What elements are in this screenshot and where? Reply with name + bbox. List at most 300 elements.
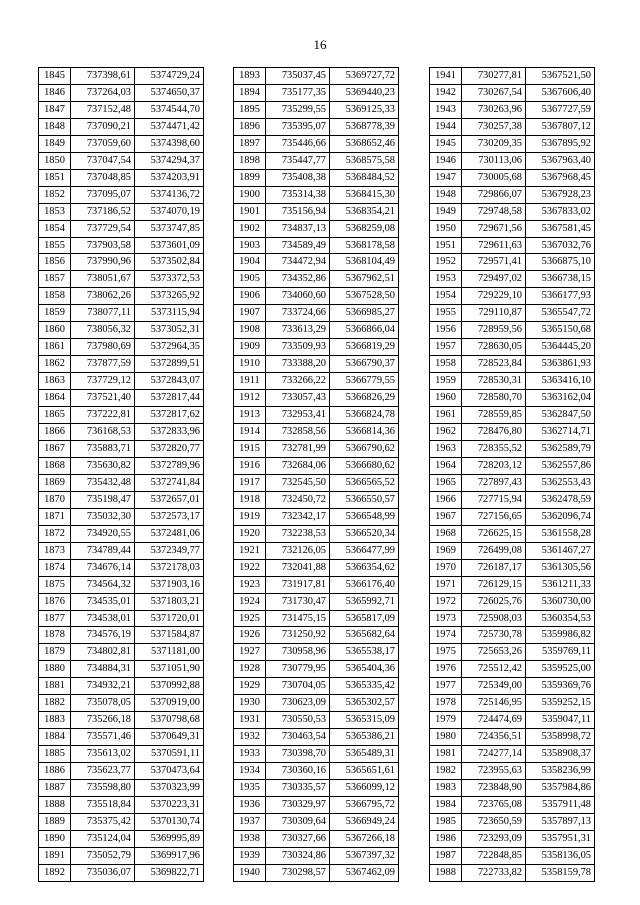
y-coordinate-cell: 5367928,23 <box>526 186 595 203</box>
x-coordinate-cell: 730113,06 <box>462 152 526 169</box>
table-row <box>39 237 204 254</box>
table-row <box>39 118 204 135</box>
x-coordinate-cell: 731250,92 <box>266 627 330 644</box>
table-row <box>234 763 399 780</box>
point-number-cell: 1945 <box>430 135 462 152</box>
x-coordinate-cell: 730779,95 <box>266 661 330 678</box>
y-coordinate-cell: 5372899,51 <box>135 356 204 373</box>
table-row <box>430 203 595 220</box>
x-coordinate-cell: 737152,48 <box>71 101 135 118</box>
y-coordinate-cell: 5371803,21 <box>135 593 204 610</box>
y-coordinate-cell: 5374203,91 <box>135 169 204 186</box>
x-coordinate-cell: 727156,65 <box>462 508 526 525</box>
point-number-cell: 1912 <box>234 390 266 407</box>
x-coordinate-cell: 735518,84 <box>71 796 135 813</box>
table-row <box>234 356 399 373</box>
point-number-cell: 1895 <box>234 101 266 118</box>
y-coordinate-cell: 5369995,89 <box>135 830 204 847</box>
table-row <box>234 203 399 220</box>
table-row <box>234 746 399 763</box>
table-row <box>234 661 399 678</box>
table-row <box>234 339 399 356</box>
x-coordinate-cell: 730704,05 <box>266 678 330 695</box>
point-number-cell: 1880 <box>39 661 71 678</box>
y-coordinate-cell: 5365335,42 <box>330 678 399 695</box>
y-coordinate-cell: 5370323,99 <box>135 780 204 797</box>
y-coordinate-cell: 5360354,53 <box>526 610 595 627</box>
y-coordinate-cell: 5369727,72 <box>330 68 399 85</box>
x-coordinate-cell: 738077,11 <box>71 305 135 322</box>
point-number-cell: 1924 <box>234 593 266 610</box>
x-coordinate-cell: 735037,45 <box>266 68 330 85</box>
x-coordinate-cell: 735613,02 <box>71 746 135 763</box>
x-coordinate-cell: 730398,70 <box>266 746 330 763</box>
x-coordinate-cell: 730550,53 <box>266 712 330 729</box>
point-number-cell: 1957 <box>430 339 462 356</box>
y-coordinate-cell: 5363861,93 <box>526 356 595 373</box>
point-number-cell: 1966 <box>430 491 462 508</box>
point-number-cell: 1923 <box>234 576 266 593</box>
x-coordinate-cell: 723650,59 <box>462 813 526 830</box>
point-number-cell: 1892 <box>39 864 71 881</box>
point-number-cell: 1959 <box>430 373 462 390</box>
table-row <box>430 746 595 763</box>
point-number-cell: 1970 <box>430 559 462 576</box>
point-number-cell: 1930 <box>234 695 266 712</box>
x-coordinate-cell: 729748,58 <box>462 203 526 220</box>
y-coordinate-cell: 5367963,40 <box>526 152 595 169</box>
point-number-cell: 1974 <box>430 627 462 644</box>
point-number-cell: 1864 <box>39 390 71 407</box>
x-coordinate-cell: 734589,49 <box>266 237 330 254</box>
point-number-cell: 1936 <box>234 796 266 813</box>
x-coordinate-cell: 734060,60 <box>266 288 330 305</box>
x-coordinate-cell: 726025,76 <box>462 593 526 610</box>
x-coordinate-cell: 730209,35 <box>462 135 526 152</box>
x-coordinate-cell: 732781,99 <box>266 440 330 457</box>
point-number-cell: 1954 <box>430 288 462 305</box>
table-row <box>234 152 399 169</box>
table-row <box>39 440 204 457</box>
table-row <box>234 373 399 390</box>
table-row <box>234 491 399 508</box>
y-coordinate-cell: 5368575,58 <box>330 152 399 169</box>
x-coordinate-cell: 724356,51 <box>462 729 526 746</box>
point-number-cell: 1849 <box>39 135 71 152</box>
table-row <box>39 152 204 169</box>
point-number-cell: 1978 <box>430 695 462 712</box>
table-row <box>39 508 204 525</box>
x-coordinate-cell: 734472,94 <box>266 254 330 271</box>
point-number-cell: 1879 <box>39 644 71 661</box>
point-number-cell: 1949 <box>430 203 462 220</box>
y-coordinate-cell: 5366477,99 <box>330 542 399 559</box>
y-coordinate-cell: 5365404,36 <box>330 661 399 678</box>
y-coordinate-cell: 5367521,50 <box>526 68 595 85</box>
x-coordinate-cell: 730277,81 <box>462 68 526 85</box>
table-row <box>430 186 595 203</box>
y-coordinate-cell: 5365489,31 <box>330 746 399 763</box>
point-number-cell: 1917 <box>234 474 266 491</box>
y-coordinate-cell: 5366949,24 <box>330 813 399 830</box>
table-row <box>234 796 399 813</box>
x-coordinate-cell: 730324,86 <box>266 847 330 864</box>
table-row <box>39 864 204 881</box>
table-row <box>39 695 204 712</box>
x-coordinate-cell: 732041,88 <box>266 559 330 576</box>
x-coordinate-cell: 722848,85 <box>462 847 526 864</box>
y-coordinate-cell: 5358236,99 <box>526 763 595 780</box>
y-coordinate-cell: 5357911,48 <box>526 796 595 813</box>
y-coordinate-cell: 5369125,33 <box>330 101 399 118</box>
y-coordinate-cell: 5358136,05 <box>526 847 595 864</box>
table-row <box>430 271 595 288</box>
x-coordinate-cell: 734576,19 <box>71 627 135 644</box>
point-number-cell: 1928 <box>234 661 266 678</box>
point-number-cell: 1937 <box>234 813 266 830</box>
table-row <box>234 390 399 407</box>
x-coordinate-cell: 729229,10 <box>462 288 526 305</box>
point-number-cell: 1943 <box>430 101 462 118</box>
point-number-cell: 1973 <box>430 610 462 627</box>
x-coordinate-cell: 734802,81 <box>71 644 135 661</box>
table-row <box>39 339 204 356</box>
x-coordinate-cell: 732953,41 <box>266 407 330 424</box>
y-coordinate-cell: 5372349,77 <box>135 542 204 559</box>
y-coordinate-cell: 5365682,64 <box>330 627 399 644</box>
x-coordinate-cell: 735036,07 <box>71 864 135 881</box>
x-coordinate-cell: 737990,96 <box>71 254 135 271</box>
table-row <box>234 322 399 339</box>
x-coordinate-cell: 726499,08 <box>462 542 526 559</box>
y-coordinate-cell: 5365992,71 <box>330 593 399 610</box>
x-coordinate-cell: 728959,56 <box>462 322 526 339</box>
point-number-cell: 1906 <box>234 288 266 305</box>
table-row <box>430 542 595 559</box>
point-number-cell: 1865 <box>39 407 71 424</box>
x-coordinate-cell: 734837,13 <box>266 220 330 237</box>
x-coordinate-cell: 728203,12 <box>462 457 526 474</box>
y-coordinate-cell: 5369440,23 <box>330 84 399 101</box>
x-coordinate-cell: 737729,12 <box>71 373 135 390</box>
y-coordinate-cell: 5366548,99 <box>330 508 399 525</box>
y-coordinate-cell: 5374544,70 <box>135 101 204 118</box>
table-row <box>430 576 595 593</box>
point-number-cell: 1988 <box>430 864 462 881</box>
point-number-cell: 1947 <box>430 169 462 186</box>
x-coordinate-cell: 725512,42 <box>462 661 526 678</box>
table-row <box>234 169 399 186</box>
table-row <box>234 101 399 118</box>
point-number-cell: 1916 <box>234 457 266 474</box>
x-coordinate-cell: 734789,44 <box>71 542 135 559</box>
x-coordinate-cell: 737729,54 <box>71 220 135 237</box>
point-number-cell: 1926 <box>234 627 266 644</box>
x-coordinate-cell: 734884,31 <box>71 661 135 678</box>
point-number-cell: 1944 <box>430 118 462 135</box>
x-coordinate-cell: 734932,21 <box>71 678 135 695</box>
point-number-cell: 1881 <box>39 678 71 695</box>
y-coordinate-cell: 5365315,09 <box>330 712 399 729</box>
x-coordinate-cell: 730329,97 <box>266 796 330 813</box>
table-row <box>430 559 595 576</box>
point-number-cell: 1896 <box>234 118 266 135</box>
table-row <box>234 576 399 593</box>
table-row <box>39 101 204 118</box>
x-coordinate-cell: 723293,09 <box>462 830 526 847</box>
x-coordinate-cell: 735432,48 <box>71 474 135 491</box>
x-coordinate-cell: 722733,82 <box>462 864 526 881</box>
point-number-cell: 1971 <box>430 576 462 593</box>
table-row <box>39 813 204 830</box>
point-number-cell: 1905 <box>234 271 266 288</box>
point-number-cell: 1955 <box>430 305 462 322</box>
table-row <box>234 237 399 254</box>
point-number-cell: 1902 <box>234 220 266 237</box>
point-number-cell: 1891 <box>39 847 71 864</box>
y-coordinate-cell: 5371720,01 <box>135 610 204 627</box>
x-coordinate-cell: 730298,57 <box>266 864 330 881</box>
y-coordinate-cell: 5371903,16 <box>135 576 204 593</box>
x-coordinate-cell: 730327,66 <box>266 830 330 847</box>
point-number-cell: 1888 <box>39 796 71 813</box>
point-number-cell: 1920 <box>234 525 266 542</box>
y-coordinate-cell: 5357984,86 <box>526 780 595 797</box>
x-coordinate-cell: 728355,52 <box>462 440 526 457</box>
table-row <box>39 729 204 746</box>
table-row <box>234 695 399 712</box>
y-coordinate-cell: 5370591,11 <box>135 746 204 763</box>
x-coordinate-cell: 728559,85 <box>462 407 526 424</box>
point-number-cell: 1927 <box>234 644 266 661</box>
y-coordinate-cell: 5362096,74 <box>526 508 595 525</box>
table-row <box>39 661 204 678</box>
point-number-cell: 1984 <box>430 796 462 813</box>
table-row <box>39 796 204 813</box>
table-row <box>430 729 595 746</box>
point-number-cell: 1899 <box>234 169 266 186</box>
y-coordinate-cell: 5366826,29 <box>330 390 399 407</box>
y-coordinate-cell: 5366790,62 <box>330 440 399 457</box>
point-number-cell: 1946 <box>430 152 462 169</box>
x-coordinate-cell: 734538,01 <box>71 610 135 627</box>
x-coordinate-cell: 735314,38 <box>266 186 330 203</box>
table-row <box>234 712 399 729</box>
y-coordinate-cell: 5367032,76 <box>526 237 595 254</box>
point-number-cell: 1922 <box>234 559 266 576</box>
y-coordinate-cell: 5372481,06 <box>135 525 204 542</box>
point-number-cell: 1890 <box>39 830 71 847</box>
table-row <box>39 644 204 661</box>
y-coordinate-cell: 5365817,09 <box>330 610 399 627</box>
table-row <box>234 729 399 746</box>
y-coordinate-cell: 5366738,15 <box>526 271 595 288</box>
x-coordinate-cell: 735032,30 <box>71 508 135 525</box>
y-coordinate-cell: 5364445,20 <box>526 339 595 356</box>
x-coordinate-cell: 731730,47 <box>266 593 330 610</box>
table-row <box>430 780 595 797</box>
point-number-cell: 1935 <box>234 780 266 797</box>
y-coordinate-cell: 5358998,72 <box>526 729 595 746</box>
point-number-cell: 1940 <box>234 864 266 881</box>
y-coordinate-cell: 5366550,57 <box>330 491 399 508</box>
y-coordinate-cell: 5359047,11 <box>526 712 595 729</box>
point-number-cell: 1855 <box>39 237 71 254</box>
y-coordinate-cell: 5362557,86 <box>526 457 595 474</box>
y-coordinate-cell: 5372817,44 <box>135 390 204 407</box>
table-row <box>39 780 204 797</box>
x-coordinate-cell: 737047,54 <box>71 152 135 169</box>
y-coordinate-cell: 5366680,62 <box>330 457 399 474</box>
point-number-cell: 1958 <box>430 356 462 373</box>
x-coordinate-cell: 734535,01 <box>71 593 135 610</box>
table-row <box>430 678 595 695</box>
table-row <box>430 525 595 542</box>
table-row <box>234 627 399 644</box>
point-number-cell: 1857 <box>39 271 71 288</box>
x-coordinate-cell: 728530,31 <box>462 373 526 390</box>
table-row <box>234 84 399 101</box>
table-row <box>39 254 204 271</box>
y-coordinate-cell: 5372657,01 <box>135 491 204 508</box>
table-row <box>39 169 204 186</box>
table-row <box>39 407 204 424</box>
point-number-cell: 1858 <box>39 288 71 305</box>
x-coordinate-cell: 733509,93 <box>266 339 330 356</box>
x-coordinate-cell: 729497,02 <box>462 271 526 288</box>
x-coordinate-cell: 737186,52 <box>71 203 135 220</box>
x-coordinate-cell: 730267,54 <box>462 84 526 101</box>
x-coordinate-cell: 736168,53 <box>71 424 135 441</box>
y-coordinate-cell: 5366565,52 <box>330 474 399 491</box>
table-row <box>430 152 595 169</box>
table-row <box>430 830 595 847</box>
table-row <box>430 424 595 441</box>
y-coordinate-cell: 5366824,78 <box>330 407 399 424</box>
table-row <box>234 678 399 695</box>
point-number-cell: 1952 <box>430 254 462 271</box>
x-coordinate-cell: 735395,07 <box>266 118 330 135</box>
point-number-cell: 1848 <box>39 118 71 135</box>
point-number-cell: 1960 <box>430 390 462 407</box>
point-number-cell: 1884 <box>39 729 71 746</box>
table-row <box>430 101 595 118</box>
y-coordinate-cell: 5359769,11 <box>526 644 595 661</box>
table-row <box>430 118 595 135</box>
point-number-cell: 1931 <box>234 712 266 729</box>
point-number-cell: 1898 <box>234 152 266 169</box>
table-row <box>430 390 595 407</box>
y-coordinate-cell: 5359525,00 <box>526 661 595 678</box>
x-coordinate-cell: 729866,07 <box>462 186 526 203</box>
y-coordinate-cell: 5365302,57 <box>330 695 399 712</box>
x-coordinate-cell: 730263,96 <box>462 101 526 118</box>
point-number-cell: 1894 <box>234 84 266 101</box>
table-row <box>39 271 204 288</box>
x-coordinate-cell: 724277,14 <box>462 746 526 763</box>
point-number-cell: 1887 <box>39 780 71 797</box>
x-coordinate-cell: 725146,95 <box>462 695 526 712</box>
y-coordinate-cell: 5366814,36 <box>330 424 399 441</box>
y-coordinate-cell: 5357951,31 <box>526 830 595 847</box>
point-number-cell: 1965 <box>430 474 462 491</box>
x-coordinate-cell: 725349,00 <box>462 678 526 695</box>
y-coordinate-cell: 5373265,92 <box>135 288 204 305</box>
y-coordinate-cell: 5366875,10 <box>526 254 595 271</box>
point-number-cell: 1908 <box>234 322 266 339</box>
y-coordinate-cell: 5366985,27 <box>330 305 399 322</box>
table-row <box>39 847 204 864</box>
point-number-cell: 1904 <box>234 254 266 271</box>
point-number-cell: 1986 <box>430 830 462 847</box>
table-row <box>234 118 399 135</box>
y-coordinate-cell: 5372789,96 <box>135 457 204 474</box>
point-number-cell: 1932 <box>234 729 266 746</box>
y-coordinate-cell: 5367962,51 <box>330 271 399 288</box>
y-coordinate-cell: 5362847,50 <box>526 407 595 424</box>
table-row <box>430 627 595 644</box>
x-coordinate-cell: 728630,05 <box>462 339 526 356</box>
coordinates-table-3 <box>429 67 595 882</box>
x-coordinate-cell: 732238,53 <box>266 525 330 542</box>
point-number-cell: 1901 <box>234 203 266 220</box>
table-row <box>39 830 204 847</box>
x-coordinate-cell: 727715,94 <box>462 491 526 508</box>
point-number-cell: 1925 <box>234 610 266 627</box>
point-number-cell: 1882 <box>39 695 71 712</box>
x-coordinate-cell: 732450,72 <box>266 491 330 508</box>
x-coordinate-cell: 728476,80 <box>462 424 526 441</box>
table-row <box>39 525 204 542</box>
table-row <box>234 288 399 305</box>
coordinates-table-2 <box>233 67 399 882</box>
table-row <box>39 305 204 322</box>
point-number-cell: 1869 <box>39 474 71 491</box>
y-coordinate-cell: 5373052,31 <box>135 322 204 339</box>
table-row <box>39 186 204 203</box>
table-row <box>234 813 399 830</box>
point-number-cell: 1942 <box>430 84 462 101</box>
point-number-cell: 1968 <box>430 525 462 542</box>
point-number-cell: 1885 <box>39 746 71 763</box>
table-row <box>39 474 204 491</box>
point-number-cell: 1845 <box>39 68 71 85</box>
y-coordinate-cell: 5374070,19 <box>135 203 204 220</box>
y-coordinate-cell: 5374294,37 <box>135 152 204 169</box>
y-coordinate-cell: 5368259,08 <box>330 220 399 237</box>
table-row <box>430 305 595 322</box>
x-coordinate-cell: 737048,85 <box>71 169 135 186</box>
table-row <box>234 610 399 627</box>
x-coordinate-cell: 730309,64 <box>266 813 330 830</box>
point-number-cell: 1933 <box>234 746 266 763</box>
x-coordinate-cell: 725730,78 <box>462 627 526 644</box>
point-number-cell: 1977 <box>430 678 462 695</box>
point-number-cell: 1903 <box>234 237 266 254</box>
point-number-cell: 1883 <box>39 712 71 729</box>
x-coordinate-cell: 730463,54 <box>266 729 330 746</box>
point-number-cell: 1919 <box>234 508 266 525</box>
y-coordinate-cell: 5362478,59 <box>526 491 595 508</box>
y-coordinate-cell: 5367807,12 <box>526 118 595 135</box>
y-coordinate-cell: 5370798,68 <box>135 712 204 729</box>
point-number-cell: 1914 <box>234 424 266 441</box>
point-number-cell: 1975 <box>430 644 462 661</box>
y-coordinate-cell: 5372178,03 <box>135 559 204 576</box>
x-coordinate-cell: 730958,96 <box>266 644 330 661</box>
point-number-cell: 1910 <box>234 356 266 373</box>
table-row <box>234 593 399 610</box>
